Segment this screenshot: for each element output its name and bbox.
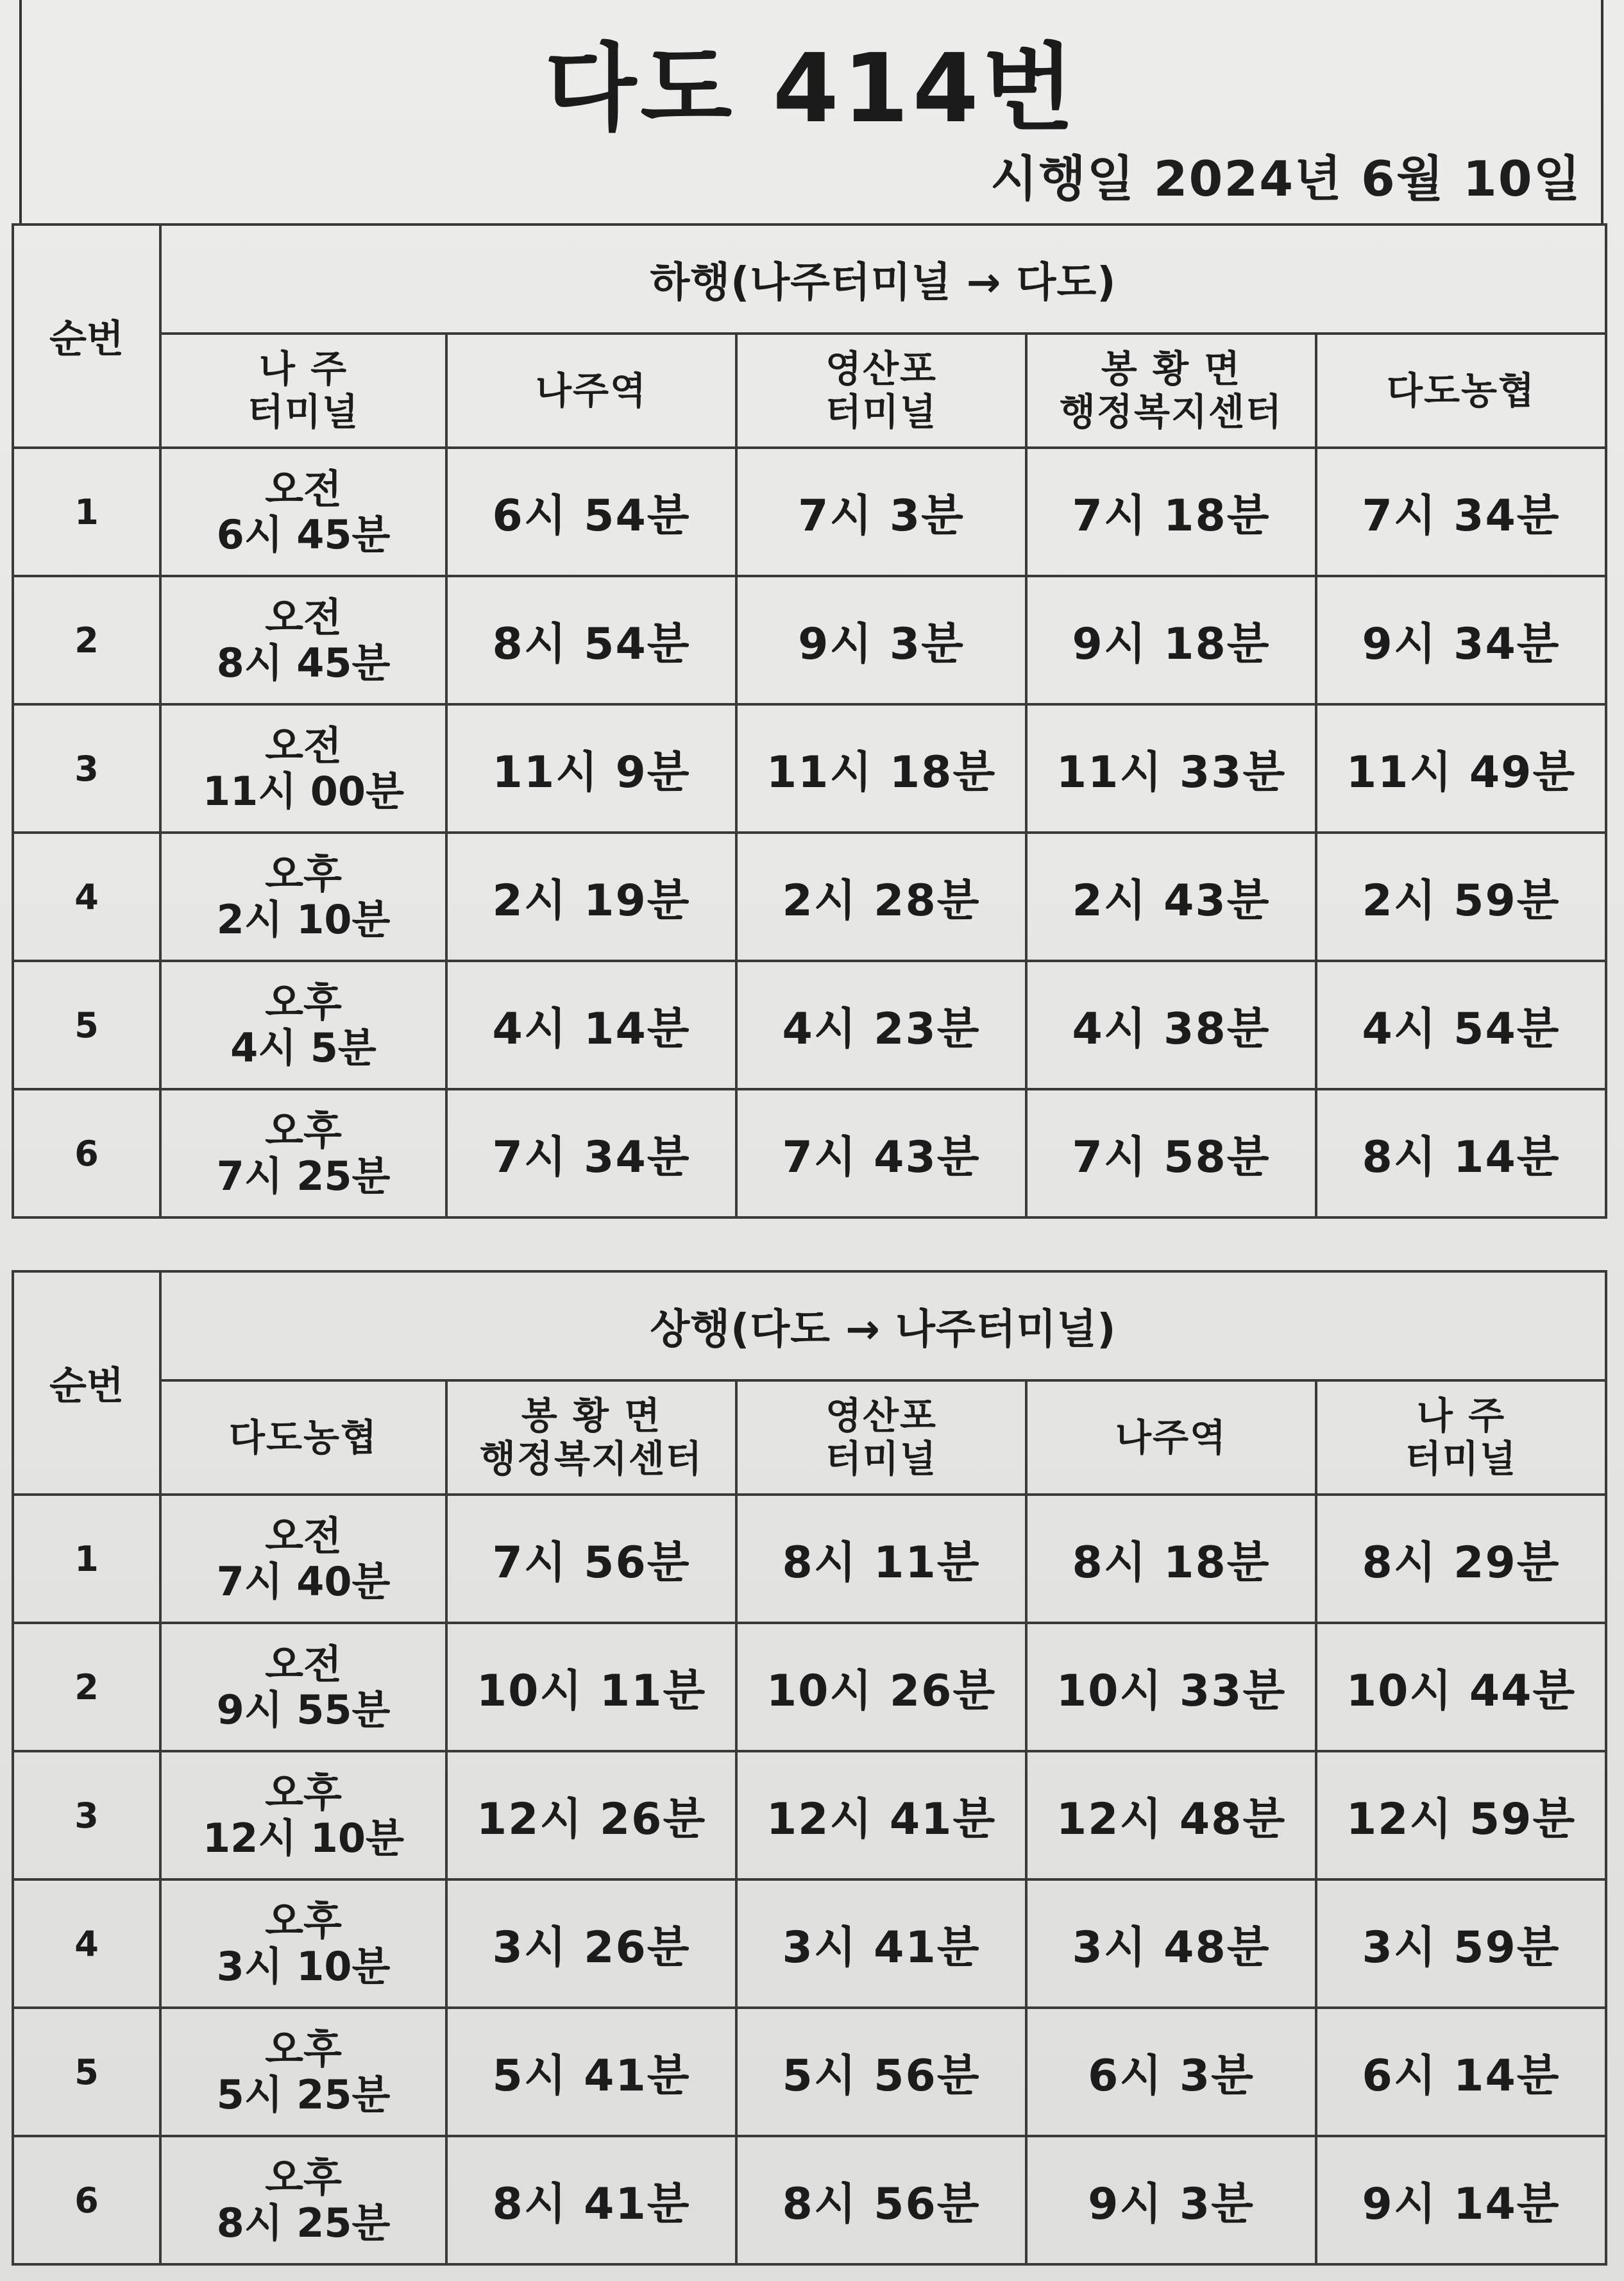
departure-cell (160, 2008, 446, 2136)
stop-name-line: 봉 황 면 (1101, 347, 1242, 391)
seq-header: 순번 (13, 225, 160, 448)
stop-name-line: 나 주 (1416, 1394, 1506, 1438)
stop-name-line: 영산포 (825, 347, 938, 391)
stop-header (1316, 1380, 1606, 1495)
stop-time-cell: 7시 18분 (1026, 448, 1316, 576)
stop-time-cell: 9시 3분 (1026, 2136, 1316, 2264)
stop-name-line: 나 주 (258, 347, 348, 391)
stop-time-cell: 12시 26분 (446, 1751, 736, 1879)
effective-date: 시행일 2024년 6월 10일 (990, 150, 1582, 207)
stop-time-cell: 2시 19분 (446, 833, 736, 961)
stop-time-cell: 8시 54분 (446, 576, 736, 704)
stop-time-cell: 11시 9분 (446, 704, 736, 833)
seq-cell: 1 (13, 1495, 160, 1623)
ampm-label: 오후 (265, 850, 342, 897)
stop-time-cell: 6시 54분 (446, 448, 736, 576)
departure-time: 7시 40분 (216, 1558, 391, 1605)
departure-cell (160, 1751, 446, 1879)
downbound-table (12, 223, 1607, 1219)
stop-time-cell: 4시 38분 (1026, 961, 1316, 1089)
stop-time-cell: 8시 14분 (1316, 1089, 1606, 1217)
stop-name-line: 영산포 (825, 1394, 938, 1438)
stop-time-cell: 9시 34분 (1316, 576, 1606, 704)
departure-time: 3시 10분 (216, 1943, 391, 1990)
stop-header (446, 334, 736, 448)
departure-cell (160, 448, 446, 576)
stop-header (1026, 334, 1316, 448)
stop-time-cell: 9시 3분 (736, 576, 1026, 704)
stop-time-cell: 6시 14분 (1316, 2008, 1606, 2136)
stop-name-line: 행정복지센터 (1059, 390, 1283, 434)
schedule-row (13, 833, 1606, 961)
stop-time-cell: 2시 28분 (736, 833, 1026, 961)
stop-time-cell: 8시 29분 (1316, 1495, 1606, 1623)
stop-name-line: 터미널 (1405, 1437, 1518, 1480)
stop-time-cell: 7시 56분 (446, 1495, 736, 1623)
departure-cell (160, 1879, 446, 2008)
stop-time-cell: 8시 11분 (736, 1495, 1026, 1623)
stop-time-cell: 7시 58분 (1026, 1089, 1316, 1217)
ampm-label: 오후 (265, 978, 342, 1026)
stop-time-cell: 8시 56분 (736, 2136, 1026, 2264)
stop-time-cell: 7시 43분 (736, 1089, 1026, 1217)
seq-cell: 5 (13, 961, 160, 1089)
departure-time: 7시 25분 (216, 1153, 391, 1200)
stop-time-cell: 3시 59분 (1316, 1879, 1606, 2008)
departure-cell (160, 704, 446, 833)
direction-header: 상행(다도 → 나주터미널) (160, 1271, 1606, 1380)
seq-cell: 4 (13, 833, 160, 961)
stop-time-cell: 12시 48분 (1026, 1751, 1316, 1879)
stop-time-cell: 11시 33분 (1026, 704, 1316, 833)
ampm-label: 오후 (265, 2025, 342, 2073)
seq-cell: 2 (13, 1623, 160, 1751)
stop-time-cell: 4시 23분 (736, 961, 1026, 1089)
stop-header (736, 334, 1026, 448)
departure-cell (160, 1495, 446, 1623)
stop-time-cell: 7시 3분 (736, 448, 1026, 576)
schedule-row (13, 1751, 1606, 1879)
ampm-label: 오후 (265, 2153, 342, 2201)
schedule-row (13, 2008, 1606, 2136)
seq-header: 순번 (13, 1271, 160, 1495)
departure-time: 11시 00분 (203, 768, 404, 815)
stops-row (13, 334, 1606, 448)
direction-header: 하행(나주터미널 → 다도) (160, 225, 1606, 334)
stop-time-cell: 7시 34분 (1316, 448, 1606, 576)
seq-cell: 3 (13, 1751, 160, 1879)
ampm-label: 오전 (265, 722, 342, 769)
stop-time-cell: 3시 48분 (1026, 1879, 1316, 2008)
departure-time: 8시 25분 (216, 2200, 391, 2246)
stop-time-cell: 7시 34분 (446, 1089, 736, 1217)
stop-time-cell: 3시 26분 (446, 1879, 736, 2008)
ampm-label: 오후 (265, 1107, 342, 1154)
schedule-row (13, 1623, 1606, 1751)
stop-name-line: 터미널 (825, 1437, 938, 1480)
departure-time: 8시 45분 (216, 640, 391, 686)
ampm-label: 오후 (265, 1768, 342, 1816)
stop-time-cell: 4시 54분 (1316, 961, 1606, 1089)
stop-time-cell: 11시 18분 (736, 704, 1026, 833)
departure-cell (160, 576, 446, 704)
ampm-label: 오후 (265, 1897, 342, 1944)
departure-time: 9시 55분 (216, 1686, 391, 1733)
stop-time-cell: 5시 41분 (446, 2008, 736, 2136)
departure-time: 12시 10분 (203, 1815, 404, 1861)
stop-name-line: 터미널 (825, 390, 938, 434)
stop-time-cell: 10시 11분 (446, 1623, 736, 1751)
stop-time-cell: 2시 59분 (1316, 833, 1606, 961)
stop-header (1026, 1380, 1316, 1495)
schedule-row (13, 2136, 1606, 2264)
stop-header (160, 334, 446, 448)
stop-header (736, 1380, 1026, 1495)
stop-time-cell: 5시 56분 (736, 2008, 1026, 2136)
schedule-row (13, 448, 1606, 576)
stop-time-cell: 3시 41분 (736, 1879, 1026, 2008)
page-title: 다도 414번 (545, 33, 1078, 144)
stop-header (446, 1380, 736, 1495)
departure-time: 2시 10분 (216, 896, 391, 943)
stop-header (1316, 334, 1606, 448)
stop-name-line: 다도농협 (1386, 368, 1536, 412)
schedule-row (13, 1089, 1606, 1217)
schedule-row (13, 961, 1606, 1089)
stop-time-cell: 12시 41분 (736, 1751, 1026, 1879)
departure-time: 6시 45분 (216, 511, 391, 558)
stop-time-cell: 2시 43분 (1026, 833, 1316, 961)
stop-time-cell: 10시 33분 (1026, 1623, 1316, 1751)
seq-cell: 6 (13, 2136, 160, 2264)
stop-time-cell: 6시 3분 (1026, 2008, 1316, 2136)
schedule-row (13, 576, 1606, 704)
departure-cell (160, 961, 446, 1089)
ampm-label: 오전 (265, 1512, 342, 1559)
stop-name-line: 다도농협 (228, 1415, 378, 1459)
stop-name-line: 봉 황 면 (521, 1394, 662, 1438)
departure-time: 4시 5분 (230, 1024, 376, 1071)
stop-name-line: 나주역 (535, 368, 648, 412)
upbound-table (12, 1270, 1607, 2266)
stop-header (160, 1380, 446, 1495)
stop-name-line: 나주역 (1115, 1415, 1228, 1459)
stop-name-line: 터미널 (247, 390, 360, 434)
departure-cell (160, 833, 446, 961)
seq-cell: 1 (13, 448, 160, 576)
ampm-label: 오전 (265, 593, 342, 641)
schedule-row (13, 704, 1606, 833)
departure-time: 5시 25분 (216, 2071, 391, 2118)
stop-time-cell: 9시 14분 (1316, 2136, 1606, 2264)
stop-name-line: 행정복지센터 (479, 1437, 704, 1480)
seq-cell: 5 (13, 2008, 160, 2136)
stop-time-cell: 8시 41분 (446, 2136, 736, 2264)
title-box (19, 0, 1603, 223)
stop-time-cell: 12시 59분 (1316, 1751, 1606, 1879)
seq-cell: 3 (13, 704, 160, 833)
schedule-row (13, 1879, 1606, 2008)
stops-row (13, 1380, 1606, 1495)
schedule-row (13, 1495, 1606, 1623)
stop-time-cell: 11시 49분 (1316, 704, 1606, 833)
departure-cell (160, 1623, 446, 1751)
departure-cell (160, 1089, 446, 1217)
stop-time-cell: 8시 18분 (1026, 1495, 1316, 1623)
seq-cell: 4 (13, 1879, 160, 2008)
seq-cell: 2 (13, 576, 160, 704)
ampm-label: 오전 (265, 465, 342, 513)
stop-time-cell: 9시 18분 (1026, 576, 1316, 704)
stop-time-cell: 10시 26분 (736, 1623, 1026, 1751)
stop-time-cell: 4시 14분 (446, 961, 736, 1089)
ampm-label: 오전 (265, 1640, 342, 1688)
seq-cell: 6 (13, 1089, 160, 1217)
stop-time-cell: 10시 44분 (1316, 1623, 1606, 1751)
departure-cell (160, 2136, 446, 2264)
